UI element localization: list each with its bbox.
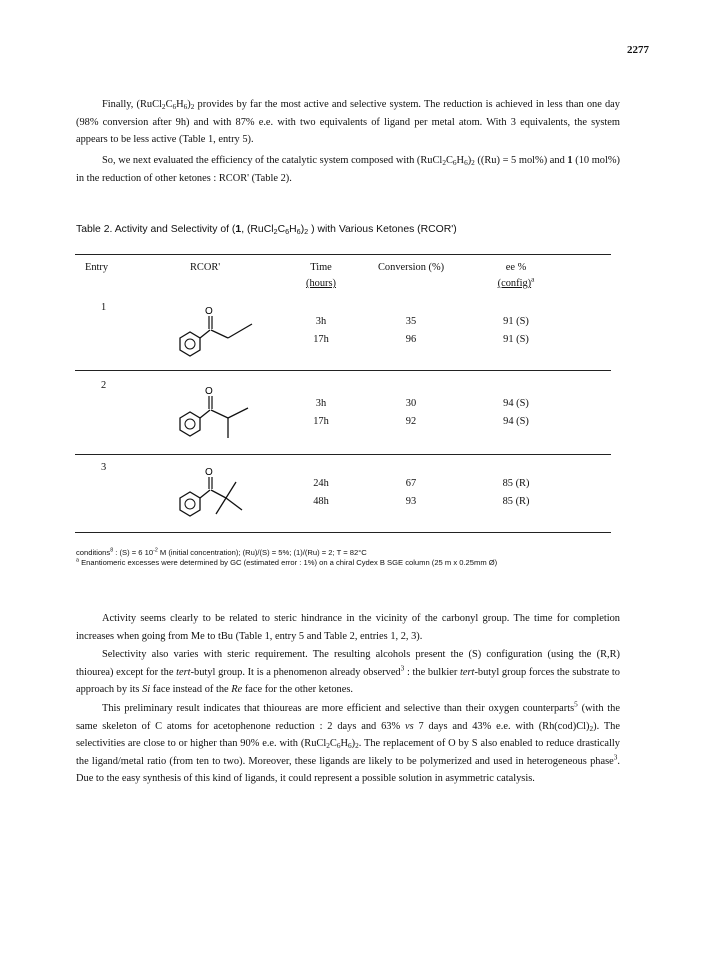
row1-ee-2: 91 (S) [503, 334, 529, 345]
row-separator-1 [75, 370, 611, 371]
row3-entry: 3 [101, 462, 107, 473]
row1-time-2: 17h [313, 334, 329, 345]
header-time-unit: (hours) [305, 278, 336, 289]
row2-conv-1: 30 [405, 398, 417, 409]
paragraph-5: This preliminary result indicates that thioureas are more efficient and selective than their oxygen counterparts$^5$ (with the same skeleton of C atoms for acetophenone reduction : 2 days and 63% vs 7 days and 43% e.e. with $(Rh(cod)Cl)_2$). The selectivities are close to or higher than 90% e.e. with $(RuCl_2C_6H_6)_2$. The replacement of O by S also enabled to reduce drastically the ligand/metal ratio (from ten to two). Moreover, these ligands are likely to be polymerized and used in heterogeneous phase$^3$. Due to the easy synthesis of this kind of ligands, it could represent a possible solution in asymmetric catalysis. [76, 700, 620, 785]
header-config: (config)$^a$ [497, 275, 535, 289]
row3-ee-2: 85 (R) [502, 496, 530, 507]
structure-propiophenone [168, 302, 268, 362]
structure-isobutyrophenone [168, 382, 268, 452]
table-bottom-rule [75, 532, 611, 533]
row2-time-2: 17h [313, 416, 329, 427]
row2-conv-2: 92 [405, 416, 417, 427]
row3-time-1: 24h [313, 478, 329, 489]
footnote-a: $^a$ Enantiomeric excesses were determined by GC (estimated error : 1%) on a chiral Cydex B SGE column (25 m x 0.25mm Ø) [76, 557, 498, 567]
row2-time-1: 3h [315, 398, 327, 409]
oxygen-label: O [205, 306, 213, 317]
header-time: Time [310, 262, 332, 273]
oxygen-label: O [205, 467, 213, 478]
header-ee: ee % [505, 262, 527, 273]
oxygen-label: O [205, 386, 213, 397]
row-separator-2 [75, 454, 611, 455]
row1-ee-1: 91 (S) [503, 316, 529, 327]
row1-entry: 1 [101, 302, 107, 313]
footnote-conditions: conditions$^8$ : (S) = 6 $10^{-2}$ M (initial concentration); (Ru)/(S) = 5%; (1)/(Ru) = 2; T = 82°C [76, 547, 367, 557]
paragraph-2: So, we next evaluated the efficiency of the catalytic system composed with $(RuCl_2C_6H_6)_2$ ((Ru) = 5 mol%) and 1 (10 mol%) in the reduction of other ketones : RCOR' (Table 2). [76, 155, 620, 184]
header-rcor: RCOR' [190, 262, 221, 273]
page-number: 2277 [627, 44, 649, 56]
table-caption: Table 2. Activity and Selectivity of (1, $(RuCl_2C_6H_6)_2$ ) with Various Ketones (RCOR') [76, 224, 457, 236]
row2-ee-2: 94 (S) [503, 416, 529, 427]
row3-time-2: 48h [313, 496, 329, 507]
row1-conv-1: 35 [405, 316, 417, 327]
row3-conv-2: 93 [405, 496, 417, 507]
paragraph-3: Activity seems clearly to be related to steric hindrance in the vicinity of the carbonyl group. The time for completion increases when going from Me to tBu (Table 1, entry 5 and Table 2, entries 1, 2, 3). [76, 613, 620, 642]
row2-entry: 2 [101, 380, 107, 391]
structure-pivalophenone [168, 464, 268, 524]
row1-conv-2: 96 [405, 334, 417, 345]
header-conversion: Conversion (%) [378, 262, 445, 273]
row3-ee-1: 85 (R) [502, 478, 530, 489]
row3-conv-1: 67 [405, 478, 417, 489]
header-entry: Entry [85, 262, 109, 273]
paragraph-4: Selectivity also varies with steric requirement. The resulting alcohols present the (S) configuration (using the (R,R) thiourea) except for the tert-butyl group. It is a phenomenon already observed$^3$ : the bulkier tert-butyl group forces the substrate to approach by its Si face instead of the Re face for the other ketones. [76, 649, 620, 696]
row1-time-1: 3h [315, 316, 327, 327]
table-top-rule [75, 254, 611, 255]
row2-ee-1: 94 (S) [503, 398, 529, 409]
paragraph-1: Finally, $(RuCl_2C_6H_6)_2$ provides by far the most active and selective system. The reduction is achieved in less than one day (98% conversion after 9h) and with 87% e.e. with two equivalents of ligand per metal atom. With 3 equivalents, the system appears to be less active (Table 1, entry 5). [76, 99, 620, 146]
